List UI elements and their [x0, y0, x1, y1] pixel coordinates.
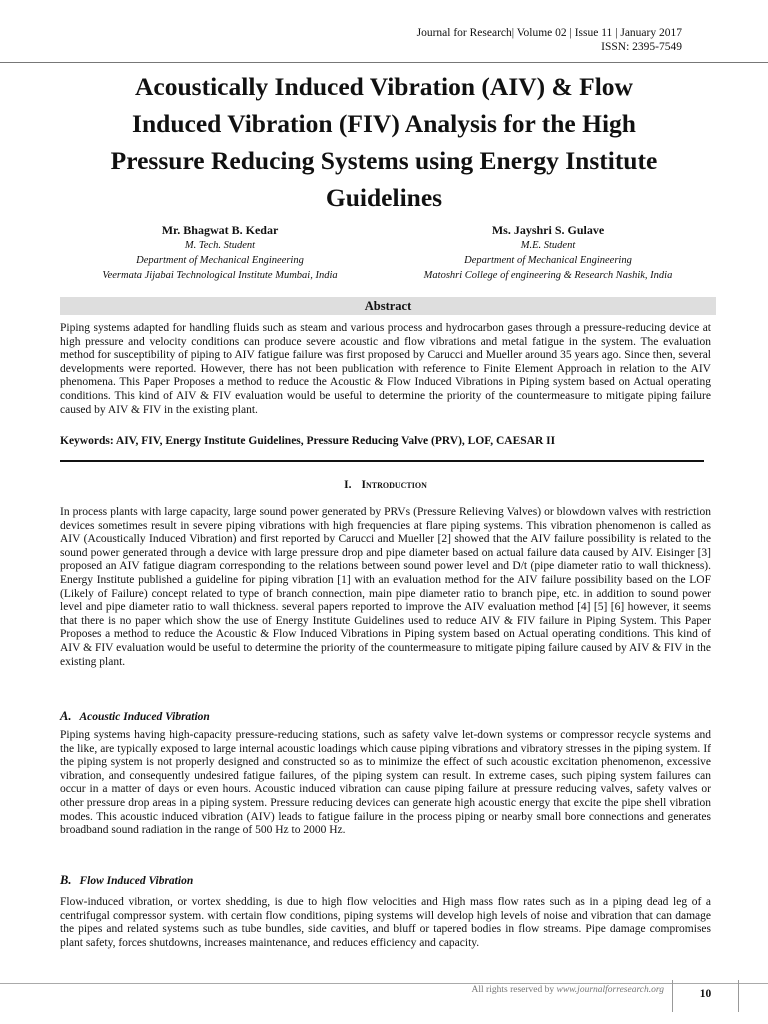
- page-number: 10: [672, 980, 739, 1012]
- footer-text: All rights reserved by: [471, 985, 555, 995]
- journal-info: Journal for Research| Volume 02 | Issue 11 | January 2017: [416, 27, 682, 39]
- author-role: M.E. Student: [520, 240, 576, 251]
- subsection-heading-acoustic: [60, 709, 210, 724]
- title-line-4: Guidelines: [325, 183, 443, 212]
- section-title: Introduction: [361, 479, 427, 491]
- footer-divider: [0, 983, 768, 984]
- section-heading-introduction: [60, 479, 711, 491]
- subsection-letter: B.: [60, 873, 72, 887]
- paper-title: [40, 68, 728, 216]
- subsection-heading-flow: [60, 873, 193, 888]
- abstract-text: Piping systems adapted for handling fluids such as steam and various process and hydrocarbon gases through a pressure-reducing device at high pressure and velocity conditions can produce severe acoustic and flow vibrations and metal fatigue in the system. The evaluation method for susceptibility of piping to AIV fatigue failure was first proposed by Carucci and Mueller around 35 years ago. Since then, several developments were reported. However, there has not been publication with reference to Finite Element Approach in relation to the AIV phenomena. This Paper Proposes a method to reduce the Acoustic & Flow Induced Vibrations in Piping system based on Actual operating conditions. This kind of AIV & FIV evaluation would be useful to determine the priority of the countermeasure to mitigate piping failure caused by AIV & FIV in the existing plant.: [60, 322, 711, 416]
- subsection-letter: A.: [60, 709, 72, 723]
- keywords: Keywords: AIV, FIV, Energy Institute Guidelines, Pressure Reducing Valve (PRV), LOF, CAESAR II: [60, 435, 556, 447]
- author-department: Department of Mechanical Engineering: [464, 255, 632, 266]
- abstract-divider: [60, 460, 704, 462]
- issn: ISSN: 2395-7549: [601, 41, 682, 53]
- journal-header: [417, 26, 682, 54]
- title-line-2: Induced Vibration (FIV) Analysis for the High: [132, 109, 636, 138]
- header-divider: [0, 62, 768, 63]
- author-1: [60, 223, 380, 283]
- author-department: Department of Mechanical Engineering: [136, 255, 304, 266]
- subsection-title: Acoustic Induced Vibration: [79, 711, 210, 723]
- subsection-title: Flow Induced Vibration: [79, 875, 194, 887]
- introduction-text: In process plants with large capacity, large sound power generated by PRVs (Pressure Relieving Valves) or blowdown valves with restriction devices sometimes result in severe piping vibrations with high frequencies at flare piping systems. This vibration phenomenon is called as AIV (Acoustically Induced Vibration) and first reported by Carucci and Mueller [2] showed that the AIV failure possibility is related to the sound power generated through a device with large pressure drop and pipe diameter based on actual failure data caused by AIV. Eisinger [3] proposed an AIV fatigue diagram corresponding to the relations between sound power level and D/t (pipe diameter ratio to wall thickness). Energy Institute published a guideline for piping vibration [1] with an evaluation method for the AIV failure possibility based on the LOF (Likely of Failure) concept related to type of branch connection, main pipe diameter ratio to branch pipe, etc. in addition to sound power level and pipe diameter ratio to wall thickness. several papers reported to improve the AIV evaluation method [4] [5] [6] however, it seems that there is no paper which show the use of Energy Institute Guidelines used to reduce AIV & FIV failure in Piping System. This Paper Proposes a method to reduce the Acoustic & Flow Induced Vibrations in Piping system based on Actual operating conditions. This kind of AIV & FIV evaluation would be useful to determine the priority of the countermeasure to mitigate piping failure caused by AIV & FIV in the existing plant.: [60, 506, 711, 668]
- footer: [380, 985, 664, 995]
- acoustic-vibration-text: Piping systems having high-capacity pressure-reducing stations, such as safety valve let-down systems or compressor recycle systems and the like, are typically exposed to large internal acoustic loadings which cause piping vibrations and vibratory stresses in the piping system. If the piping system is not properly designed and constructed so as to minimize the effect of such acoustic excitation phenomenon, excessive vibration, and consequently undesired fatigue failures, of the piping system can result. In extreme cases, such piping system failures can occur in a matter of days or even hours. Acoustic induced vibration can cause piping failure at pressure reducing valves, safety valves or other pressure drop areas in a piping system. Pressure reducing devices can generate high acoustic energy that excite the pipe shell vibration modes. This acoustic induced vibration (AIV) leads to fatigue failure in the process piping or nearby small bore connections and generates broadband sound radiation in the range of 500 Hz to 2000 Hz.: [60, 729, 711, 837]
- title-line-3: Pressure Reducing Systems using Energy Institute: [110, 146, 658, 175]
- flow-vibration-text: Flow-induced vibration, or vortex shedding, is due to high flow velocities and High mass flow rates such as in a piping dead leg of a centrifugal compressor system. with certain flow conditions, piping systems will develop high levels of noise and vibration that can damage the pipes and related systems such as tube bundles, side cavities, and bluff or tapered bodies in flow streams. Pipe damage compromises plant safety, forces shutdowns, increases maintenance, and reduces efficiency and capacity.: [60, 896, 711, 949]
- author-name: Ms. Jayshri S. Gulave: [491, 223, 605, 237]
- abstract-heading: Abstract: [60, 297, 716, 315]
- footer-link[interactable]: www.journalforresearch.org: [556, 985, 664, 995]
- author-institution: Veermata Jijabai Technological Institute Mumbai, India: [102, 270, 338, 281]
- title-line-1: Acoustically Induced Vibration (AIV) & Flow: [135, 72, 633, 101]
- author-role: M. Tech. Student: [184, 240, 256, 251]
- section-number: I.: [344, 479, 352, 491]
- author-2: [388, 223, 708, 283]
- author-name: Mr. Bhagwat B. Kedar: [161, 223, 279, 237]
- author-institution: Matoshri College of engineering & Research Nashik, India: [423, 270, 673, 281]
